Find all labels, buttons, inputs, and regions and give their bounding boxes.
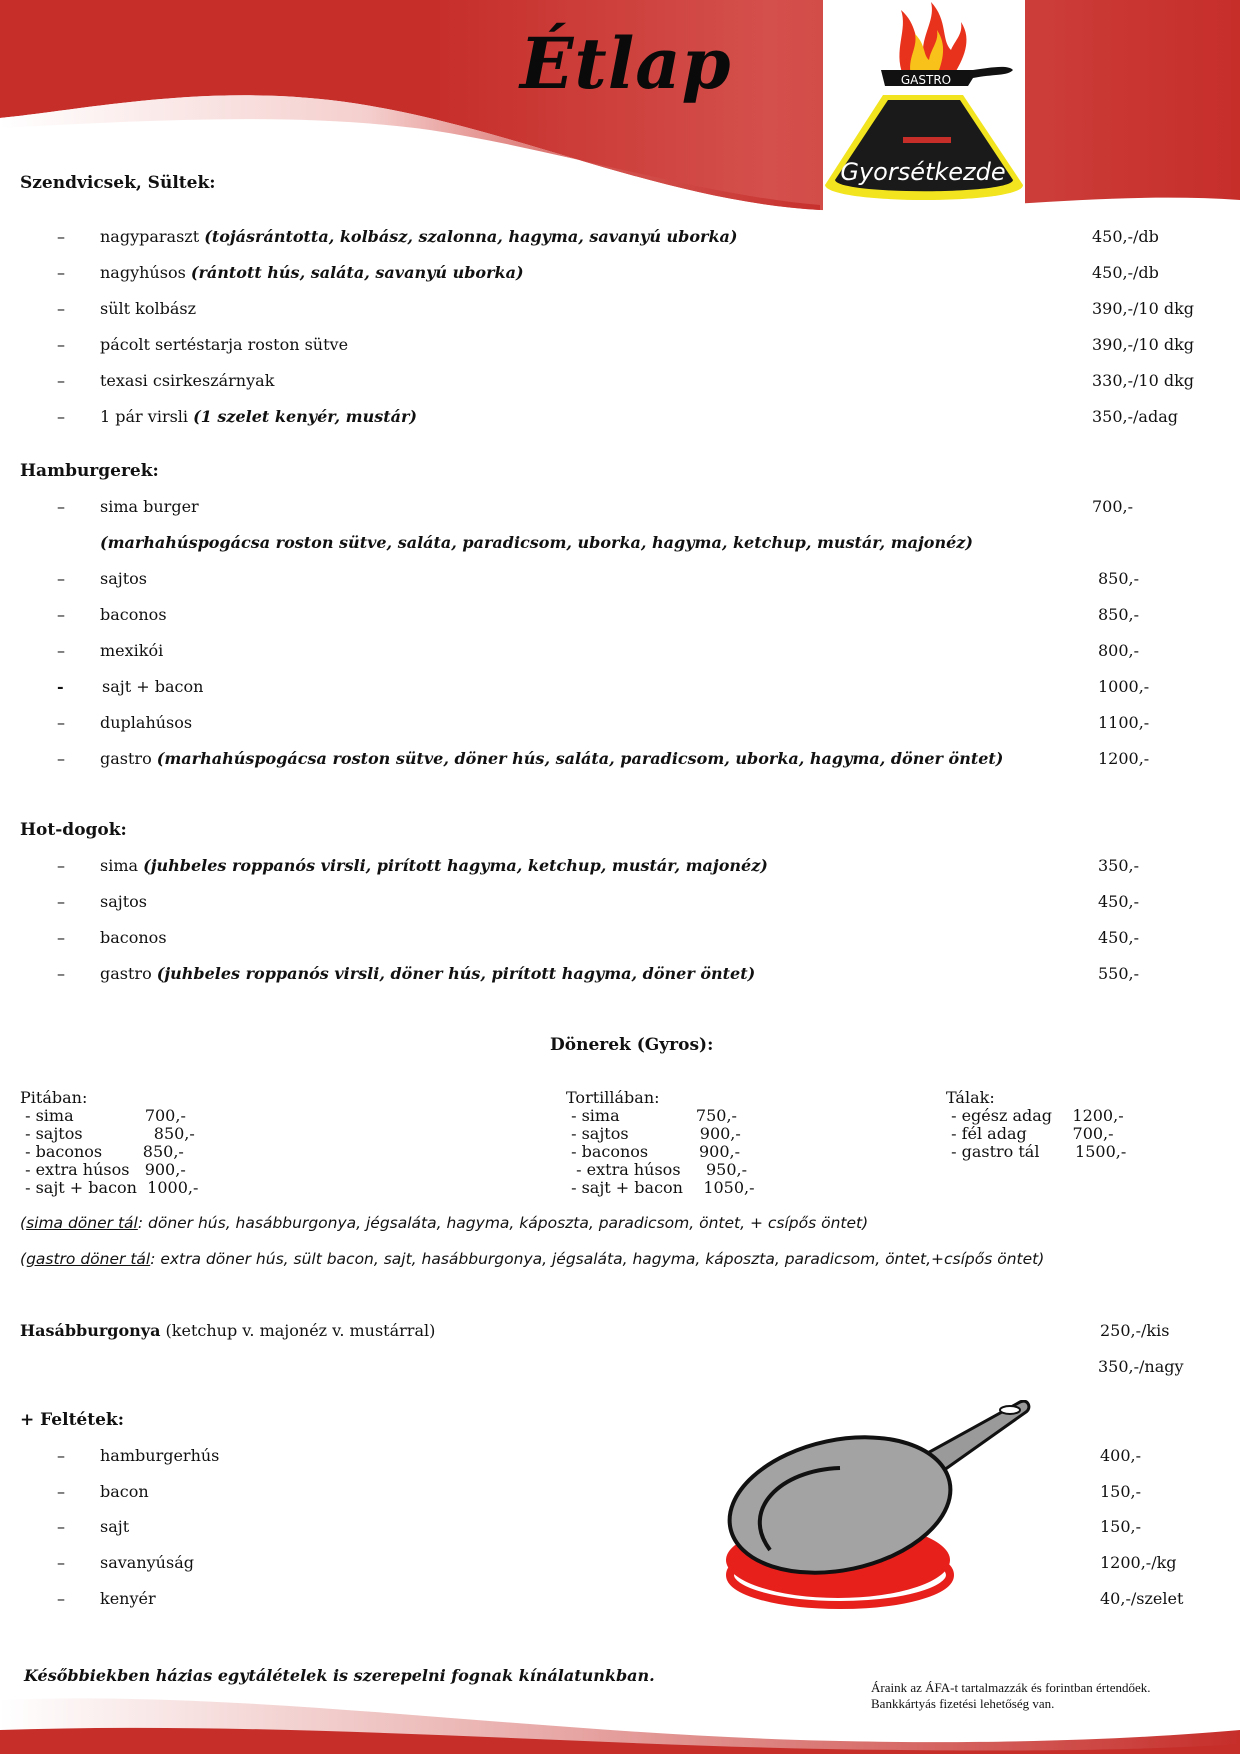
frying-pan-illustration [720, 1400, 1040, 1640]
item-description: (1 szelet kenyér, mustár) [193, 407, 417, 426]
item-name: hamburgerhús [100, 1446, 220, 1465]
section-heading-hotdogs: Hot-dogok: [20, 820, 127, 840]
menu-item-description [0, 533, 1240, 555]
item-name: savanyúság [100, 1553, 194, 1572]
menu-item [0, 263, 1240, 285]
menu-item [0, 713, 1240, 735]
item-name: sajt [100, 1517, 130, 1536]
list-dash: – [57, 892, 65, 911]
menu-item-fries-large [0, 1357, 1240, 1379]
item-name: 1 pár virsli [100, 407, 194, 426]
item-price: 450,- [1098, 928, 1140, 947]
list-dash: – [57, 1589, 65, 1608]
item-price-small: 250,-/kis [1100, 1321, 1170, 1340]
list-dash: – [57, 1446, 65, 1465]
section-heading-doner: Dönerek (Gyros): [550, 1035, 714, 1055]
list-dash: – [57, 749, 65, 768]
menu-item [0, 497, 1240, 519]
item-name: nagyhúsos [100, 263, 191, 282]
menu-item [0, 407, 1240, 429]
menu-item [0, 749, 1240, 771]
list-dash: – [57, 964, 65, 983]
menu-item [0, 928, 1240, 950]
footer-info [871, 1680, 1151, 1712]
column-heading: Tálak: [946, 1088, 995, 1107]
doner-plates-column [946, 1089, 1126, 1161]
menu-item [0, 677, 1240, 699]
price-line: - sima 700,- [20, 1106, 186, 1125]
item-name: sajtos [100, 569, 147, 588]
logo-top-text: GASTRO [900, 73, 952, 87]
item-name: duplahúsos [100, 713, 193, 732]
vat-note: Áraink az ÁFA-t tartalmazzák és forintban értendőek. [871, 1680, 1151, 1695]
item-price: 150,- [1100, 1517, 1142, 1536]
list-dash: – [57, 263, 65, 282]
item-name: nagyparaszt [100, 227, 205, 246]
item-price: 1200,- [1098, 749, 1150, 768]
menu-item [0, 335, 1240, 357]
list-dash: – [57, 1517, 65, 1536]
list-dash: - [57, 677, 64, 696]
price-line: - extra húsos 900,- [20, 1160, 186, 1179]
item-price: 390,-/10 dkg [1092, 299, 1195, 318]
section-heading-sandwiches: Szendvicsek, Sültek: [20, 173, 216, 193]
item-name: sima burger [100, 497, 199, 516]
item-name: baconos [100, 928, 167, 947]
price-line: - sima 750,- [566, 1106, 737, 1125]
menu-item [0, 569, 1240, 591]
menu-item [0, 856, 1240, 878]
list-dash: – [57, 1553, 65, 1572]
item-price: 1100,- [1098, 713, 1150, 732]
item-description: (juhbeles roppanós virsli, pirított hagyma, ketchup, mustár, majonéz) [143, 856, 768, 875]
item-price: 450,-/db [1092, 263, 1159, 282]
item-name: mexikói [100, 641, 164, 660]
item-name: gastro [100, 964, 157, 983]
menu-item-fries [0, 1321, 1240, 1343]
item-price: 550,- [1098, 964, 1140, 983]
price-line: - sajtos 850,- [20, 1124, 195, 1143]
card-payment-note: Bankkártyás fizetési lehetőség van. [871, 1696, 1055, 1711]
item-price: 400,- [1100, 1446, 1142, 1465]
price-line: - baconos 850,- [20, 1142, 184, 1161]
list-dash: – [57, 605, 65, 624]
column-heading: Tortillában: [566, 1088, 660, 1107]
gastro-logo [823, 0, 1025, 215]
price-line: - gastro tál 1500,- [946, 1142, 1127, 1161]
note-label: gastro döner tál [26, 1250, 151, 1268]
section-heading-burgers: Hamburgerek: [20, 461, 159, 481]
price-line: - sajtos 900,- [566, 1124, 741, 1143]
note-label: sima döner tál [26, 1214, 138, 1232]
price-line: - fél adag 700,- [946, 1124, 1114, 1143]
item-price: 850,- [1098, 569, 1140, 588]
doner-tortilla-column [566, 1089, 755, 1197]
item-price: 150,- [1100, 1482, 1142, 1501]
item-description: (rántott hús, saláta, savanyú uborka) [190, 263, 524, 282]
logo-bottom-text: Gyorsétkezde [840, 158, 1006, 186]
item-name: bacon [100, 1482, 149, 1501]
list-dash: – [57, 856, 65, 875]
item-name: texasi csirkeszárnyak [100, 371, 275, 390]
menu-item [0, 641, 1240, 663]
menu-item [0, 1446, 1240, 1468]
item-price: 700,- [1092, 497, 1134, 516]
item-price: 390,-/10 dkg [1092, 335, 1195, 354]
menu-item [0, 605, 1240, 627]
item-description: (juhbeles roppanós virsli, döner hús, pirított hagyma, döner öntet) [156, 964, 756, 983]
doner-plate-note-gastro: (gastro döner tál: extra döner hús, sült bacon, sajt, hasábburgonya, jégsaláta, hagyma, káposzta, paradicsom, öntet,+csípős öntet) [20, 1250, 1045, 1268]
item-price: 1000,- [1098, 677, 1150, 696]
menu-item [0, 964, 1240, 986]
menu-item [0, 892, 1240, 914]
item-name: sajt + bacon [102, 677, 204, 696]
item-name: kenyér [100, 1589, 156, 1608]
section-heading-toppings: + Feltétek: [20, 1410, 124, 1430]
list-dash: – [57, 371, 65, 390]
list-dash: – [57, 299, 65, 318]
item-description: (tojásrántotta, kolbász, szalonna, hagyma, savanyú uborka) [204, 227, 738, 246]
doner-plate-note-simple: (sima döner tál: döner hús, hasábburgonya, jégsaláta, hagyma, káposzta, paradicsom, öntet, + csípős öntet) [20, 1214, 869, 1232]
item-price: 350,-/adag [1092, 407, 1178, 426]
item-price: 40,-/szelet [1100, 1589, 1184, 1608]
item-price: 450,-/db [1092, 227, 1159, 246]
item-price: 800,- [1098, 641, 1140, 660]
list-dash: – [57, 713, 65, 732]
item-name: Hasábburgonya [20, 1321, 161, 1340]
item-name: pácolt sertéstarja roston sütve [100, 335, 349, 354]
item-name: sült kolbász [100, 299, 197, 318]
item-price: 350,- [1098, 856, 1140, 875]
doner-pita-column [20, 1089, 198, 1197]
price-line: - sajt + bacon 1050,- [566, 1178, 755, 1197]
footer-announcement: Későbbiekben házias egytálételek is szerepelni fognak kínálatunkban. [24, 1666, 655, 1685]
item-description: (marhahúspogácsa roston sütve, saláta, paradicsom, uborka, hagyma, ketchup, mustár, majonéz) [100, 533, 973, 552]
list-dash: – [57, 497, 65, 516]
item-price: 330,-/10 dkg [1092, 371, 1195, 390]
item-name: gastro [100, 749, 157, 768]
list-dash: – [57, 407, 65, 426]
list-dash: – [57, 335, 65, 354]
item-description: (marhahúspogácsa roston sütve, döner hús, saláta, paradicsom, uborka, hagyma, döner öntet) [156, 749, 1004, 768]
item-price: 850,- [1098, 605, 1140, 624]
list-dash: – [57, 569, 65, 588]
menu-item [0, 1482, 1240, 1504]
price-line: - egész adag 1200,- [946, 1106, 1124, 1125]
item-name: sajtos [100, 892, 147, 911]
price-line: - sajt + bacon 1000,- [20, 1178, 199, 1197]
price-line: - extra húsos 950,- [566, 1160, 747, 1179]
menu-item [0, 371, 1240, 393]
item-name: baconos [100, 605, 167, 624]
list-dash: – [57, 227, 65, 246]
menu-item [0, 1517, 1240, 1539]
item-price: 1200,-/kg [1100, 1553, 1177, 1572]
menu-item [0, 299, 1240, 321]
list-dash: – [57, 928, 65, 947]
page-title: Étlap [520, 22, 732, 105]
menu-item [0, 1589, 1240, 1611]
price-line: - baconos 900,- [566, 1142, 740, 1161]
list-dash: – [57, 641, 65, 660]
item-price: 450,- [1098, 892, 1140, 911]
item-description: (ketchup v. majonéz v. mustárral) [160, 1321, 436, 1340]
item-price-large: 350,-/nagy [1098, 1357, 1184, 1376]
menu-item [0, 227, 1240, 249]
column-heading: Pitában: [20, 1088, 88, 1107]
list-dash: – [57, 1482, 65, 1501]
menu-item [0, 1553, 1240, 1575]
item-name: sima [100, 856, 144, 875]
